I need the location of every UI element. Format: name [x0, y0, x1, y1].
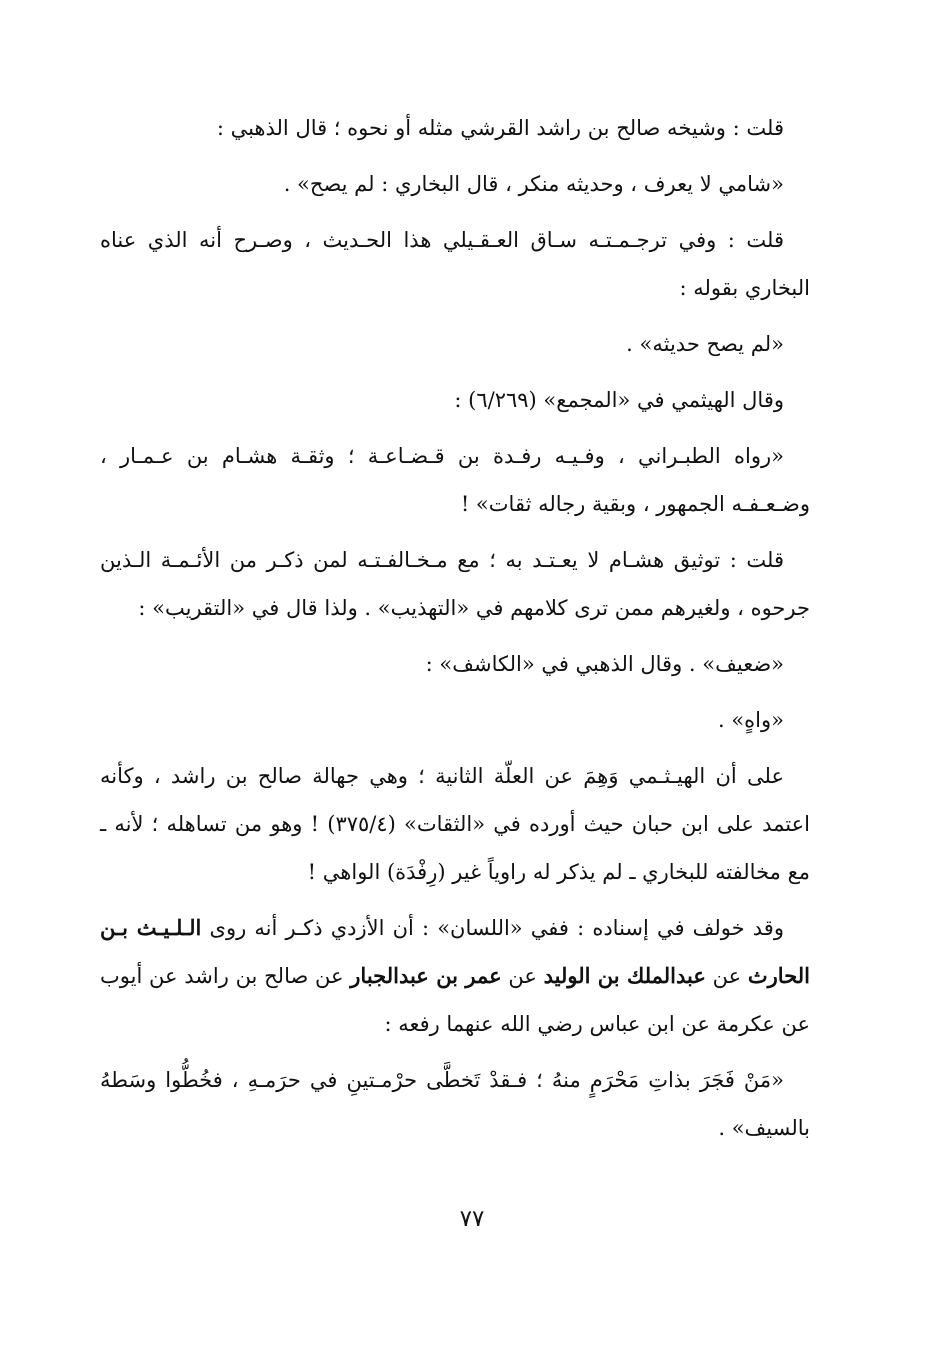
hadith-quote: «مَنْ فَجَرَ بذاتِ مَحْرَمٍ منهُ ؛ فـقدْ تَخطَّى حرْمـتينِ في حرَمـهِ ، فخُطُّوا وسَطهُ بالسيف» . [100, 1068, 810, 1140]
paragraph: وقال الهيثمي في «المجمع» (٦/٢٦٩) : [454, 388, 784, 412]
quote-paragraph: «واهٍ» . [717, 708, 784, 732]
body-text [100, 104, 810, 1160]
paragraph-with-names [100, 904, 810, 1048]
paragraph: على أن الهيـثـمي وَهِمَ عن العلّة الثانية ؛ وهي جهالة صالح بن راشد ، وكأنه اعتمد على ابن حبان حيث أورده في «الثقات» (٣٧٥/٤) ! وهو من تساهله ؛ لأنه ـ مع مخالفته للبخاري ـ لم يذكر له راوياً غير (رِفْدَة) الواهي ! [100, 764, 811, 884]
quote-paragraph: «لم يصح حديثه» . [626, 332, 784, 356]
paragraph: قلت : وشيخه صالح بن راشد القرشي مثله أو نحوه ؛ قال الذهبي : [216, 116, 784, 140]
paragraph: قلت : وفي ترجـمـتـه سـاق العـقـيلي هذا الحـديث ، وصـرح أنه الذي عناه البخاري بقوله : [100, 228, 810, 300]
quote-paragraph: «شامي لا يعرف ، وحديثه منكر ، قال البخاري : لم يصح» . [283, 172, 784, 196]
text-segment: عن [501, 964, 544, 988]
narrator-name: عبدالملك بن الوليد [543, 963, 706, 988]
quote-paragraph: «رواه الطبـراني ، وفـيـه رفـدة بن قـضـاعـة ؛ وثقـة هشـام بن عـمـار ، وضـعـفـه الجمهور ، وبقية رجاله ثقات» ! [100, 444, 810, 516]
quote-paragraph: «ضعيف» . وقال الذهبي في «الكاشف» : [425, 652, 784, 676]
text-segment: عن صالح بن راشد عن أيوب عن عكرمة عن ابن عباس رضي الله عنهما رفعه : [100, 964, 810, 1036]
narrator-name: الـلـيـث بـن الحارث [100, 915, 810, 988]
page-number: ٧٧ [459, 1206, 485, 1232]
text-segment: عن [705, 964, 748, 988]
narrator-name: عمر بن عبدالجبار [350, 963, 502, 988]
text-segment: وقد خولف في إسناده : ففي «اللسان» : أن الأزدي ذكـر أنه روى [201, 916, 784, 940]
paragraph: قلت : توثيق هشـام لا يعـتـد به ؛ مع مـخـالفـتـه لمن ذكـر من الأئـمـة الـذين جرحوه ، ولغيرهم ممن ترى كلامهم في «التهذيب» . ولذا قال في «التقريب» : [100, 548, 810, 620]
